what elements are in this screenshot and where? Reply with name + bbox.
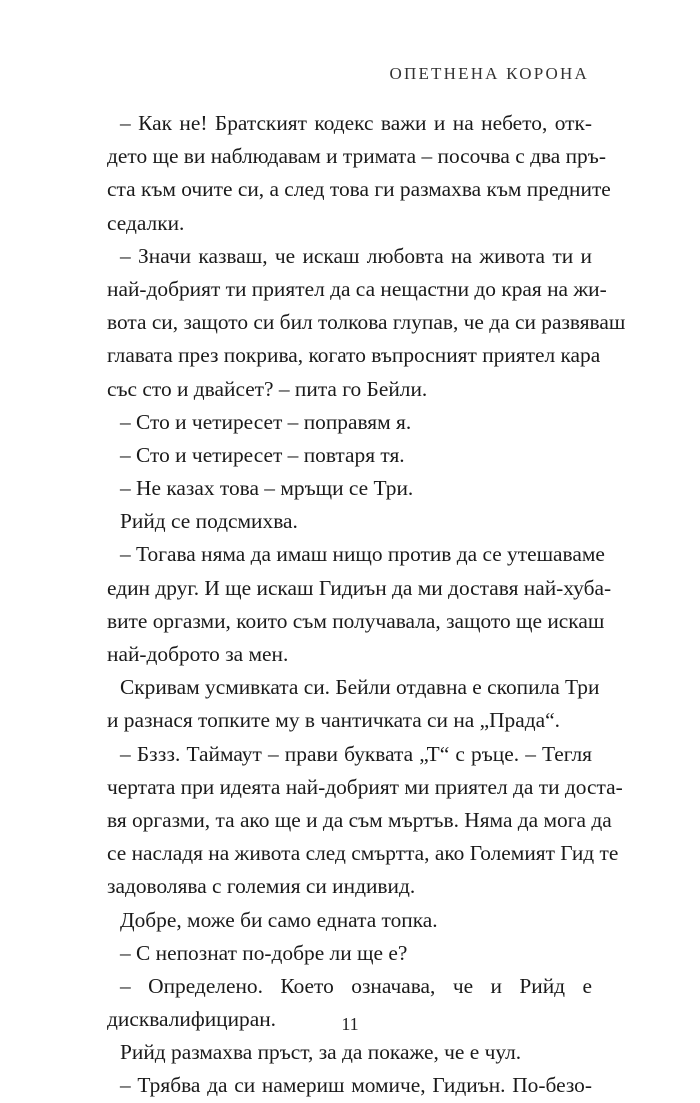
text-line: най-добрият ти приятел да са нещастни до края на жи- xyxy=(107,276,607,301)
text-line: – Значи казваш, че искаш любовта на живота ти и xyxy=(120,243,592,268)
text-line: – С непознат по-добре ли ще е? xyxy=(120,940,408,965)
text-line: най-доброто за мен. xyxy=(107,642,289,666)
text-line: вите оргазми, които съм получавала, защото ще искаш xyxy=(107,608,605,633)
text-line: Рийд се подсмихва. xyxy=(120,509,298,534)
text-line: Рийд размахва пръст, за да покаже, че е чул. xyxy=(120,1040,522,1065)
text-line: – Определено. Което означава, че и Рийд е xyxy=(120,973,592,998)
running-header: ОПЕТНЕНА КОРОНА xyxy=(389,64,589,83)
text-line: – Бззз. Таймаут – прави буквата „Т“ с ръце. – Тегля xyxy=(120,741,592,766)
text-line: Добре, може би само едната топка. xyxy=(120,907,438,932)
text-line: един друг. И ще искаш Гидиън да ми доставя най-хуба- xyxy=(107,575,612,600)
text-line: – Тогава няма да имаш нищо против да се утешаваме xyxy=(120,542,605,567)
text-line: – Как не! Братският кодекс важи и на небето, отк- xyxy=(120,111,592,135)
body-text xyxy=(107,107,626,1103)
text-line: ста към очите си, а след това ги размахва към предните xyxy=(107,177,611,202)
text-line: Скривам усмивката си. Бейли отдавна е скопила Три xyxy=(120,675,600,700)
text-line: дисквалифициран. xyxy=(107,1007,277,1032)
text-line: дето ще ви наблюдавам и тримата – посочва с два пръ- xyxy=(107,144,606,169)
text-line: задоволява с големия си индивид. xyxy=(107,874,416,899)
text-line: се насладя на живота след смъртта, ако Големият Гид те xyxy=(107,841,619,866)
text-line: чертата при идеята най-добрият ми приятел да ти доста- xyxy=(107,774,623,799)
text-line: със сто и двайсет? – пита го Бейли. xyxy=(107,376,428,401)
text-line: и разнася топките му в чантичката си на „Прада“. xyxy=(107,708,560,733)
text-line: – Сто и четиресет – поправям я. xyxy=(120,409,412,434)
text-line: вя оргазми, та ако ще и да съм мъртъв. Няма да мога да xyxy=(107,807,612,832)
text-line: – Сто и четиресет – повтаря тя. xyxy=(120,442,405,467)
text-line: вота си, защото си бил толкова глупав, че да си развяваш xyxy=(107,310,626,335)
text-line: – Не казах това – мръщи се Три. xyxy=(120,476,414,501)
text-line: седалки. xyxy=(107,210,185,235)
text-line: главата през покрива, когато въпросният приятел кара xyxy=(107,343,601,368)
text-line: – Трябва да си намериш момиче, Гидиън. По-безо- xyxy=(120,1073,592,1098)
page-number: 11 xyxy=(341,1014,359,1034)
